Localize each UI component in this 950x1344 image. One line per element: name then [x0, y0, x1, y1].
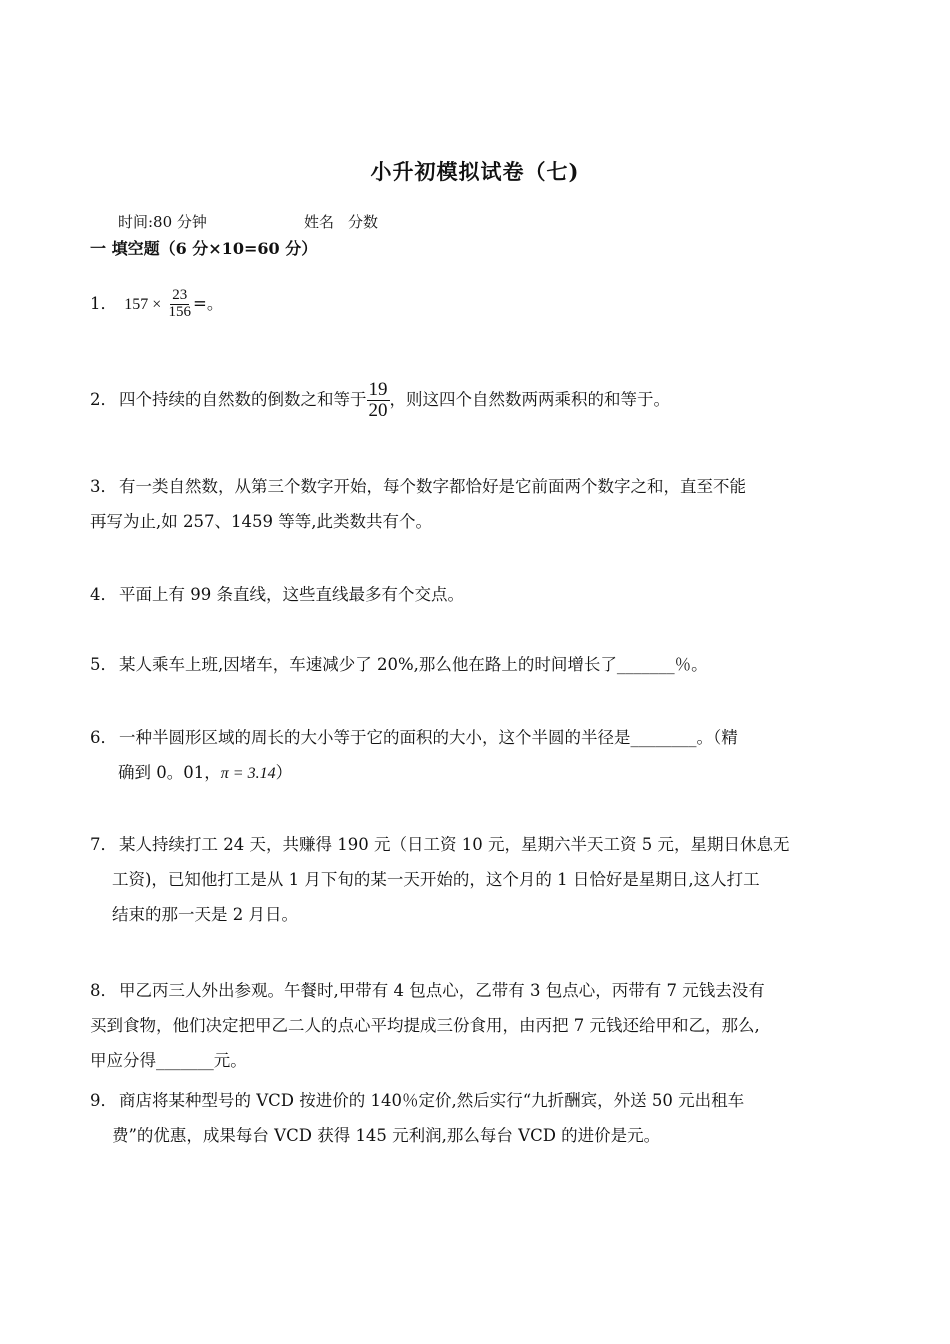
question-text: ）	[275, 763, 293, 782]
question-number: 5．	[90, 655, 117, 674]
question-text: 某人乘车上班,因堵车，车速减少了 20%,那么他在路上的时间增长了_______％。	[119, 655, 708, 674]
fraction	[167, 288, 194, 321]
fraction	[367, 380, 390, 421]
question-number: 1．	[90, 294, 117, 313]
fraction-numerator: 23	[172, 287, 188, 304]
question-1	[90, 286, 862, 322]
question-text: 一种半圆形区域的周长的大小等于它的面积的大小，这个半圆的半径是________。（精	[119, 728, 738, 747]
question-text: ，则这四个自然数两两乘积的和等于。	[389, 389, 670, 409]
question-number: 2．	[90, 389, 117, 409]
question-9	[90, 1083, 862, 1153]
question-text: 平面上有 99 条直线，这些直线最多有个交点。	[119, 585, 464, 604]
score-field-label: 分数	[348, 213, 379, 231]
question-text: 费”的优惠，成果每台 VCD 获得 145 元利润,那么每台 VCD 的进价是元。	[112, 1126, 661, 1145]
question-text: 某人持续打工 24 天，共赚得 190 元（日工资 10 元，星期六半天工资 5 元，星期日休息无	[119, 835, 790, 854]
question-text: 甲应分得_______元。	[90, 1051, 247, 1070]
question-7	[90, 827, 862, 932]
question-number: 6．	[90, 728, 117, 747]
expression: 157 ×	[124, 296, 162, 313]
question-text: 买到食物，他们决定把甲乙二人的点心平均提成三份食用，由丙把 7 元钱还给甲和乙，那么,	[90, 1016, 760, 1035]
question-number: 4．	[90, 585, 117, 604]
question-text: 四个持续的自然数的倒数之和等于	[119, 389, 367, 409]
question-number: 3．	[90, 477, 117, 496]
question-8	[90, 973, 862, 1078]
exam-title: 小升初模拟试卷（七)	[370, 159, 580, 184]
question-number: 9．	[90, 1091, 117, 1110]
question-2	[90, 380, 862, 421]
question-text: 再写为止,如 257、1459 等等,此类数共有个。	[90, 512, 432, 531]
question-number: 7．	[90, 835, 117, 854]
question-text: 确到 0。01，	[118, 763, 221, 782]
fraction-numerator: 19	[368, 379, 388, 400]
question-text: 有一类自然数，从第三个数字开始，每个数字都恰好是它前面两个数字之和，直至不能	[119, 477, 746, 496]
fraction-denominator: 156	[168, 304, 192, 320]
pi-value: π = 3.14	[220, 765, 276, 782]
question-text: =。	[193, 294, 224, 313]
question-number: 8．	[90, 981, 117, 1000]
question-4	[90, 577, 862, 612]
question-text: 结束的那一天是 2 月日。	[112, 905, 298, 924]
fraction-denominator: 20	[368, 399, 388, 421]
question-5	[90, 647, 862, 682]
question-text: 商店将某种型号的 VCD 按进价的 140％定价,然后实行“九折酬宾，外送 50 元出租车	[119, 1091, 745, 1110]
question-6	[90, 720, 862, 791]
question-3	[90, 469, 862, 539]
section-heading: 一 填空题（6 分×10=60 分）	[90, 239, 318, 258]
question-text: 甲乙丙三人外出参观。午餐时,甲带有 4 包点心，乙带有 3 包点心，丙带有 7 元钱去没有	[119, 981, 765, 1000]
time-limit: 时间:80 分钟	[118, 213, 207, 231]
name-field-label: 姓名	[304, 213, 335, 231]
question-text: 工资)，已知他打工是从 1 月下旬的某一天开始的，这个月的 1 日恰好是星期日,这人打工	[112, 870, 760, 889]
